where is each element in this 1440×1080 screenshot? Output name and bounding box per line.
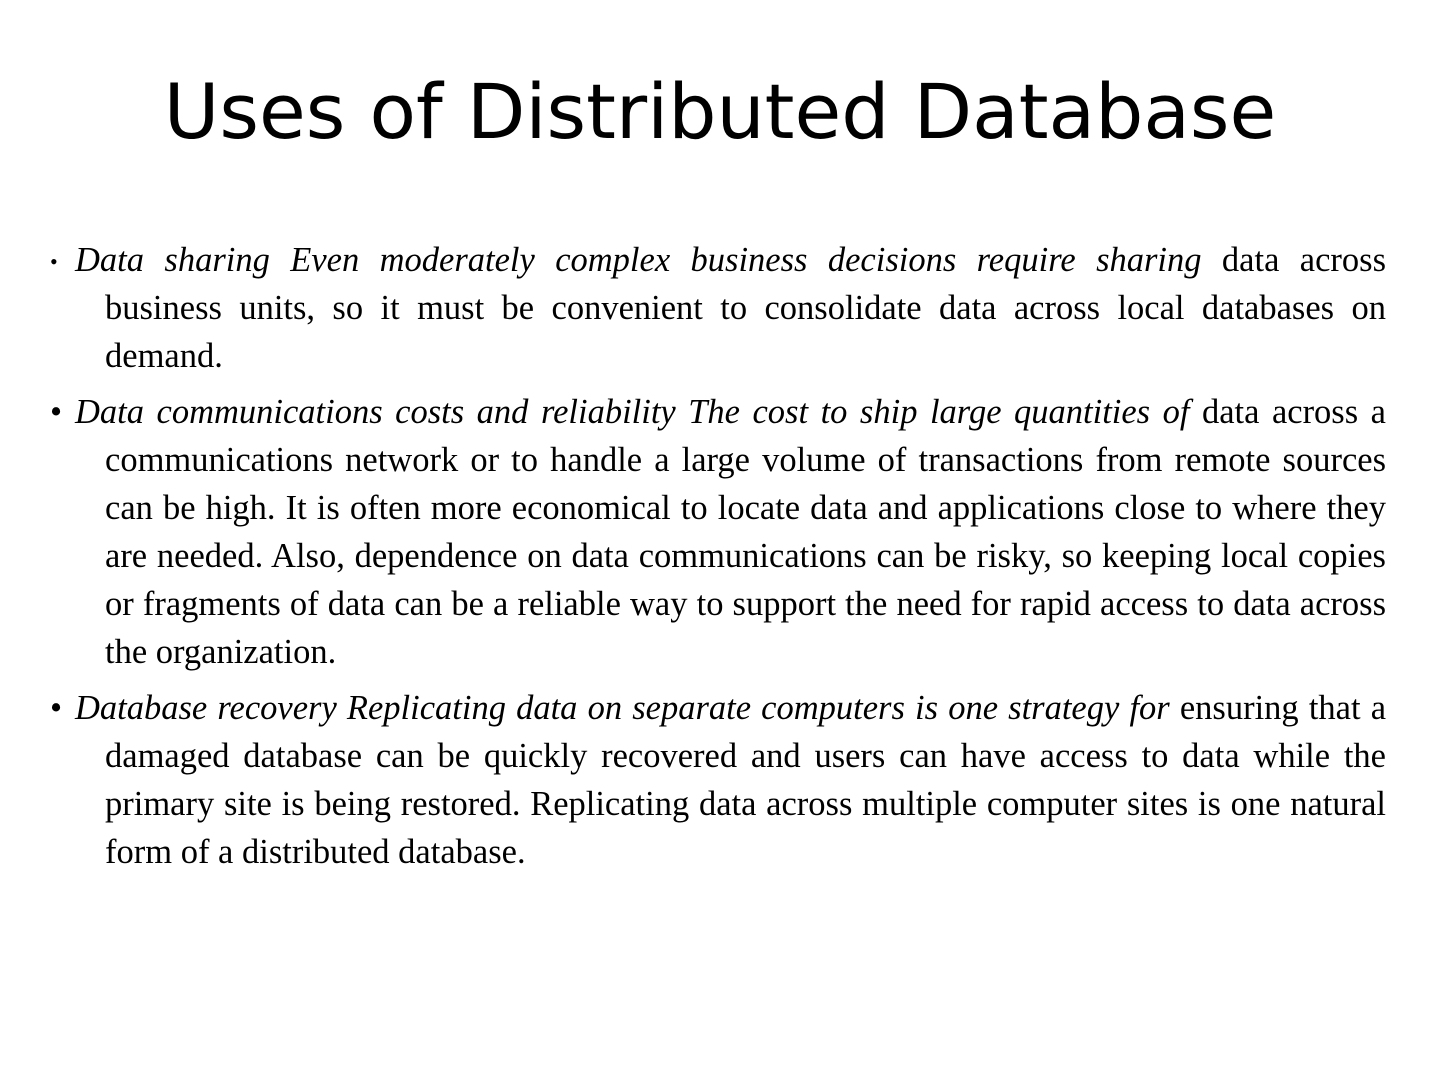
bullet-marker: •: [50, 689, 63, 727]
bullet-marker: •: [50, 249, 58, 274]
bullet-lead: Database recovery Replicating data on separate computers is one strategy for: [75, 689, 1170, 727]
bullet-marker: •: [50, 393, 63, 431]
bullet-list: [50, 236, 1386, 884]
bullet-lead: Data sharing Even moderately complex business decisions require sharing: [75, 241, 1202, 279]
bullet-data-sharing: [50, 236, 1386, 380]
bullet-text: data across a communications network or to handle a large volume of transactions from remote sources can be high. It is often more economical to locate data and applications close to where they are needed. Also, dependence on data communications can be risky, so keeping local copies or fragments of data can be a reliable way to support the need for rapid access to data across the organization.: [105, 393, 1386, 671]
bullet-lead: Data communications costs and reliability The cost to ship large quantities of: [75, 393, 1190, 431]
bullet-communications-costs: [50, 388, 1386, 676]
slide-title: Uses of Distributed Database: [163, 67, 1277, 156]
bullet-text: data across business units, so it must be convenient to consolidate data across local databases on demand.: [105, 241, 1386, 375]
bullet-database-recovery: [50, 684, 1386, 876]
bullet-text: ensuring that a damaged database can be quickly recovered and users can have access to data while the primary site is being restored. Replicating data across multiple computer sites is one natural form of a distributed database.: [105, 689, 1387, 871]
